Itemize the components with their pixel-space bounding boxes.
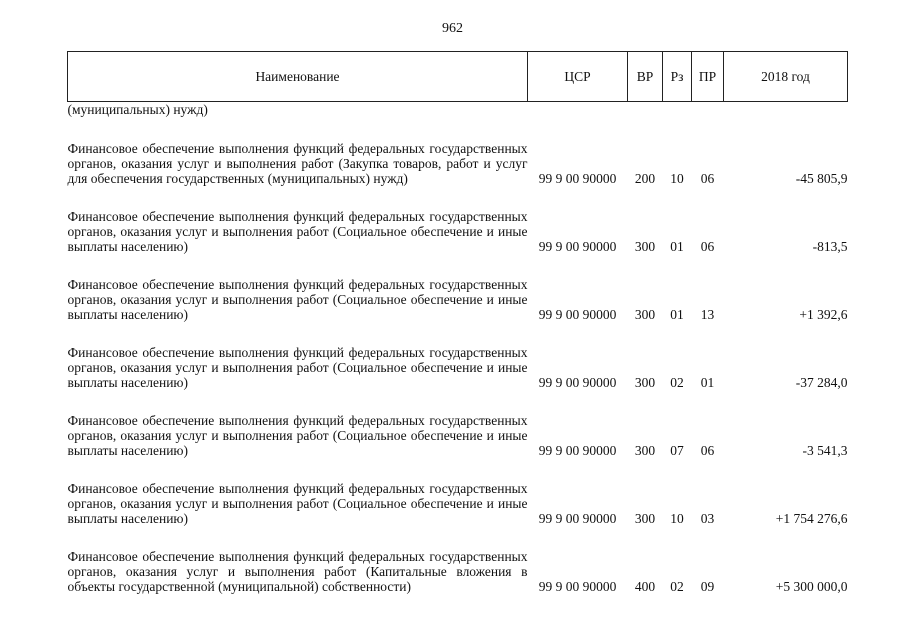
row-csr: 99 9 00 90000 [538,443,617,458]
row-name: Финансовое обеспечение выполнения функций федеральных государственных органов, оказания услуг и выполнения работ (Капитальные вложения в объекты государственной (муниципальной) собственности) [67,549,528,594]
row-rz: 02 [670,375,684,390]
header-year: 2018 год [724,52,848,102]
row-vr: 300 [634,307,656,322]
row-amount: +1 392,6 [799,307,848,322]
table-header-row [68,52,848,102]
row-vr: 300 [634,511,656,526]
table-row [68,322,848,390]
row-csr: 99 9 00 90000 [538,239,617,254]
row-rz: 07 [670,443,684,458]
row-name: Финансовое обеспечение выполнения функций федеральных государственных органов, оказания услуг и выполнения работ (Закупка товаров, работ и услуг для обеспечения государственных (муниципальных) нужд) [67,141,528,186]
header-name: Наименование [68,52,528,102]
row-csr: 99 9 00 90000 [538,375,617,390]
row-name: Финансовое обеспечение выполнения функций федеральных государственных органов, оказания услуг и выполнения работ (Социальное обеспечение и иные выплаты населению) [67,413,528,458]
row-name: Финансовое обеспечение выполнения функций федеральных государственных органов, оказания услуг и выполнения работ (Социальное обеспечение и иные выплаты населению) [67,481,528,526]
row-rz: 02 [670,579,684,594]
row-csr: 99 9 00 90000 [538,579,617,594]
row-pr: 09 [700,579,715,594]
table-row [68,458,848,526]
row-amount: +5 300 000,0 [775,579,848,594]
row-amount: +1 754 276,6 [775,511,848,526]
row-csr: 99 9 00 90000 [538,171,617,186]
header-csr: ЦСР [528,52,628,102]
row-amount: -813,5 [812,239,848,254]
row-rz: 10 [670,171,684,186]
row-vr: 300 [634,239,656,254]
row-rz: 01 [670,239,684,254]
row-pr: 06 [700,171,715,186]
continuation-text: (муниципальных) нужд) [67,102,208,117]
header-vr: ВР [628,52,663,102]
row-pr: 01 [700,375,715,390]
row-vr: 300 [634,375,656,390]
table-body [68,102,848,595]
table-row [68,390,848,458]
row-amount: -45 805,9 [795,171,848,186]
row-vr: 400 [634,579,656,594]
row-name: Финансовое обеспечение выполнения функций федеральных государственных органов, оказания услуг и выполнения работ (Социальное обеспечение и иные выплаты населению) [67,209,528,254]
header-pr: ПР [692,52,724,102]
row-pr: 13 [700,307,715,322]
row-pr: 03 [700,511,715,526]
page-number: 962 [442,21,463,36]
row-name: Финансовое обеспечение выполнения функций федеральных государственных органов, оказания услуг и выполнения работ (Социальное обеспечение и иные выплаты населению) [67,277,528,322]
row-rz: 10 [670,511,684,526]
budget-table [67,51,848,594]
table-row [68,118,848,186]
row-rz: 01 [670,307,684,322]
table-row [68,254,848,322]
table-row [68,526,848,594]
row-amount: -3 541,3 [802,443,848,458]
row-pr: 06 [700,443,715,458]
row-vr: 200 [634,171,656,186]
row-csr: 99 9 00 90000 [538,511,617,526]
row-csr: 99 9 00 90000 [538,307,617,322]
header-rz: Рз [663,52,692,102]
continuation-row [68,102,848,119]
row-pr: 06 [700,239,715,254]
table-row [68,186,848,254]
row-vr: 300 [634,443,656,458]
row-name: Финансовое обеспечение выполнения функций федеральных государственных органов, оказания услуг и выполнения работ (Социальное обеспечение и иные выплаты населению) [67,345,528,390]
row-amount: -37 284,0 [795,375,848,390]
